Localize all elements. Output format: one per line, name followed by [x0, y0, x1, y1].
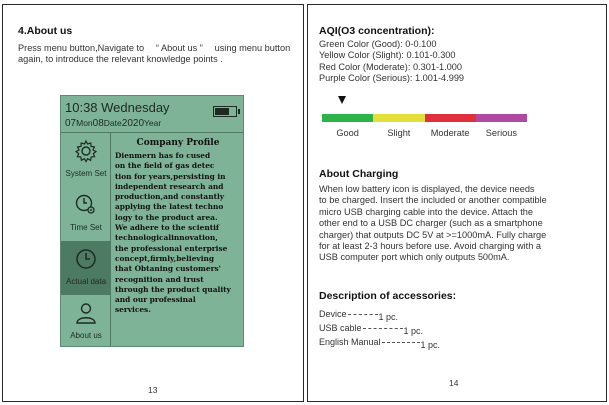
aqi-seg-moderate [425, 114, 476, 122]
menu-item-time-set[interactable] [61, 187, 111, 241]
menu-item-system-set[interactable] [61, 133, 111, 187]
aqi-seg-serious [476, 114, 527, 122]
company-profile-text: Dienmern has fo cused on the field of gas detec tion for years,persisting in independent research and production,and constantly applying the latest techno logy to the product area. We adhere to the scientif technologicalinnovation, the professional enterprise concept,firmly,believing that Obtaning customers' recognition and trust through the product quality and our professinal services. [115, 151, 231, 315]
gear-icon [74, 139, 98, 163]
clock-icon [74, 247, 98, 271]
device-time: 10:38 Wednesday [65, 100, 170, 115]
accessories-title: Description of accessories: [319, 290, 457, 302]
accessory-row-usb-cable: USB cable 1 pc. [319, 323, 424, 336]
page-number-right: 14 [449, 378, 459, 388]
menu-label-actual-data: Actual data [65, 277, 107, 286]
company-profile-title: Company Profile [136, 138, 220, 148]
clock-gear-icon [74, 193, 98, 217]
aqi-label-good: Good [336, 128, 359, 138]
menu-label-time-set: Time Set [70, 223, 102, 232]
device-date: 07Mon08Date2020Year [65, 118, 162, 129]
charging-text: When low battery icon is displayed, the device needs to be charged. Insert the included or another compatible micro USB charging cable into the device. Attach the other end to a USB DC charger (such as a smartphone charger) that outputs DC 5V at >=1000mA. Fully charge for at least 2-3 hours before use. Avoid charging with a USB computer port which only outputs 500mA. [319, 184, 547, 263]
aqi-label-moderate: Moderate [430, 128, 470, 138]
device-menu [61, 133, 111, 346]
aqi-seg-slight [373, 114, 424, 122]
about-us-heading: 4.About us [18, 25, 73, 37]
aqi-title: AQI(O3 concentration): [319, 25, 435, 37]
accessory-row-english-manual: English Manual 1 pc. [319, 337, 441, 350]
aqi-color-bar [322, 114, 527, 122]
aqi-indicator-arrow-icon [338, 96, 346, 104]
aqi-labels [322, 128, 527, 138]
aqi-label-serious: Serious [485, 128, 517, 138]
aqi-levels: Green Color (Good): 0-0.100 Yellow Color (Slight): 0.101-0.300 Red Color (Moderate): 0.301-1.000 Purple Color (Serious): 1.001-4.999 [319, 39, 465, 84]
menu-label-about-us: About us [70, 331, 102, 340]
aqi-label-slight: Slight [387, 128, 411, 138]
accessory-row-device: Device 1 pc. [319, 309, 399, 322]
battery-icon [213, 106, 237, 117]
charging-title: About Charging [319, 168, 399, 180]
about-us-intro: Press menu button,Navigate to “ About us ” using menu button again, to introduce the relevant knowledge points . [18, 43, 291, 65]
menu-item-about-us[interactable] [61, 295, 111, 347]
menu-label-system-set: System Set [65, 169, 107, 178]
device-screen [60, 95, 244, 347]
menu-item-actual-data[interactable] [61, 241, 111, 295]
aqi-seg-good [322, 114, 373, 122]
page-number-left: 13 [148, 385, 158, 395]
person-icon [74, 301, 98, 325]
